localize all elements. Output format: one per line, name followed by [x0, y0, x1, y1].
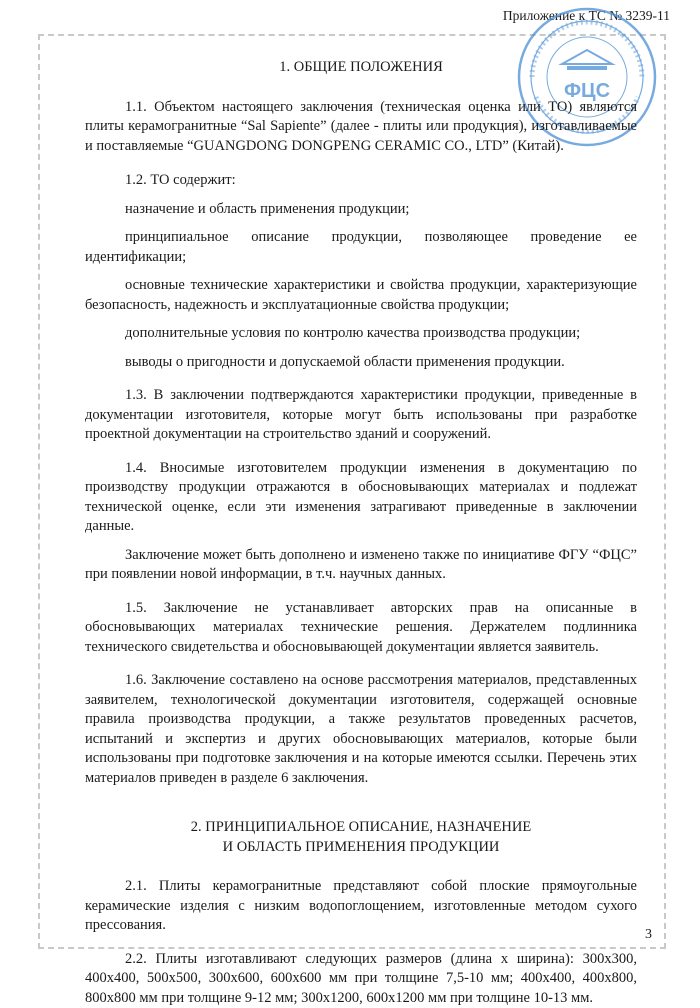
svg-text:ФЦС: ФЦС — [564, 80, 610, 102]
paragraph-1-3: 1.3. В заключении подтверждаются характеристики продукции, приведенные в документации изготовителя, которые могут быть использованы при разработке проектной документации на строительство зданий и сооружений. — [85, 386, 637, 445]
paragraph-1-6: 1.6. Заключение составлено на основе рассмотрения материалов, представленных заявителем, технологической документации изготовителя, содержащей основные правила производства продукции, а также результатов проведенных расчетов, испытаний и экспертиз и других обосновывающих материалов, которые были использованы при подготовке заключения и на которые имеются ссылки. Перечень этих материалов приведен в разделе 6 заключения. — [85, 671, 637, 788]
list-item-5: выводы о пригодности и допускаемой области применения продукции. — [85, 353, 637, 373]
list-item-4: дополнительные условия по контролю качества производства продукции; — [85, 324, 637, 344]
list-item-3: основные технические характеристики и свойства продукции, характеризующие безопасность, надежность и эксплуатационные свойства продукции; — [85, 276, 637, 315]
section-2-title-line-2: И ОБЛАСТЬ ПРИМЕНЕНИЯ ПРОДУКЦИИ — [85, 838, 637, 858]
list-item-1: назначение и область применения продукции; — [85, 200, 637, 220]
paragraph-2-2: 2.2. Плиты изготавливают следующих размеров (длина х ширина): 300х300, 400х400, 500х500, 300х600, 600х600 мм при толщине 7,5-10 мм; 400х400, 400х800, 800х800 мм при толщине 9-12 мм; 300х1200, 600х1200 мм при толщине 10-13 мм. — [85, 950, 637, 1008]
paragraph-1-2: 1.2. ТО содержит: — [85, 171, 637, 191]
section-2-title-line-1: 2. ПРИНЦИПИАЛЬНОЕ ОПИСАНИЕ, НАЗНАЧЕНИЕ — [85, 818, 637, 838]
paragraph-1-5: 1.5. Заключение не устанавливает авторских прав на описанные в обосновывающих материалах технические решения. Держателем подлинника технического свидетельства и обосновывающей документации является заявитель. — [85, 599, 637, 658]
paragraph-1-1: 1.1. Объектом настоящего заключения (техническая оценка или ТО) являются плиты керамогранитные “Sal Sapiente” (далее - плиты или продукция), изготавливаемые и поставляемые “GUANGDONG DONGPENG CERAMIC CO., LTD” (Китай). — [85, 98, 637, 157]
paragraph-2-1: 2.1. Плиты керамогранитные представляют собой плоские прямоугольные керамические изделия с низким водопоглощением, изготовленные методом сухого прессования. — [85, 877, 637, 936]
page-number: 3 — [645, 927, 652, 943]
paragraph-1-4: 1.4. Вносимые изготовителем продукции изменения в документацию по производству продукции отражаются в обосновывающих материалах и подлежат технической оценке, если эти изменения затрагивают приведенные в заключении данные. — [85, 459, 637, 537]
section-1-title: 1. ОБЩИЕ ПОЛОЖЕНИЯ — [85, 58, 637, 78]
attachment-reference: Приложение к ТС № 3239-11 — [503, 8, 670, 24]
document-body — [85, 58, 637, 1008]
list-item-2: принципиальное описание продукции, позволяющее проведение ее идентификации; — [85, 228, 637, 267]
paragraph-1-4-addendum: Заключение может быть дополнено и изменено также по инициативе ФГУ “ФЦС” при появлении новой информации, в т.ч. научных данных. — [85, 546, 637, 585]
